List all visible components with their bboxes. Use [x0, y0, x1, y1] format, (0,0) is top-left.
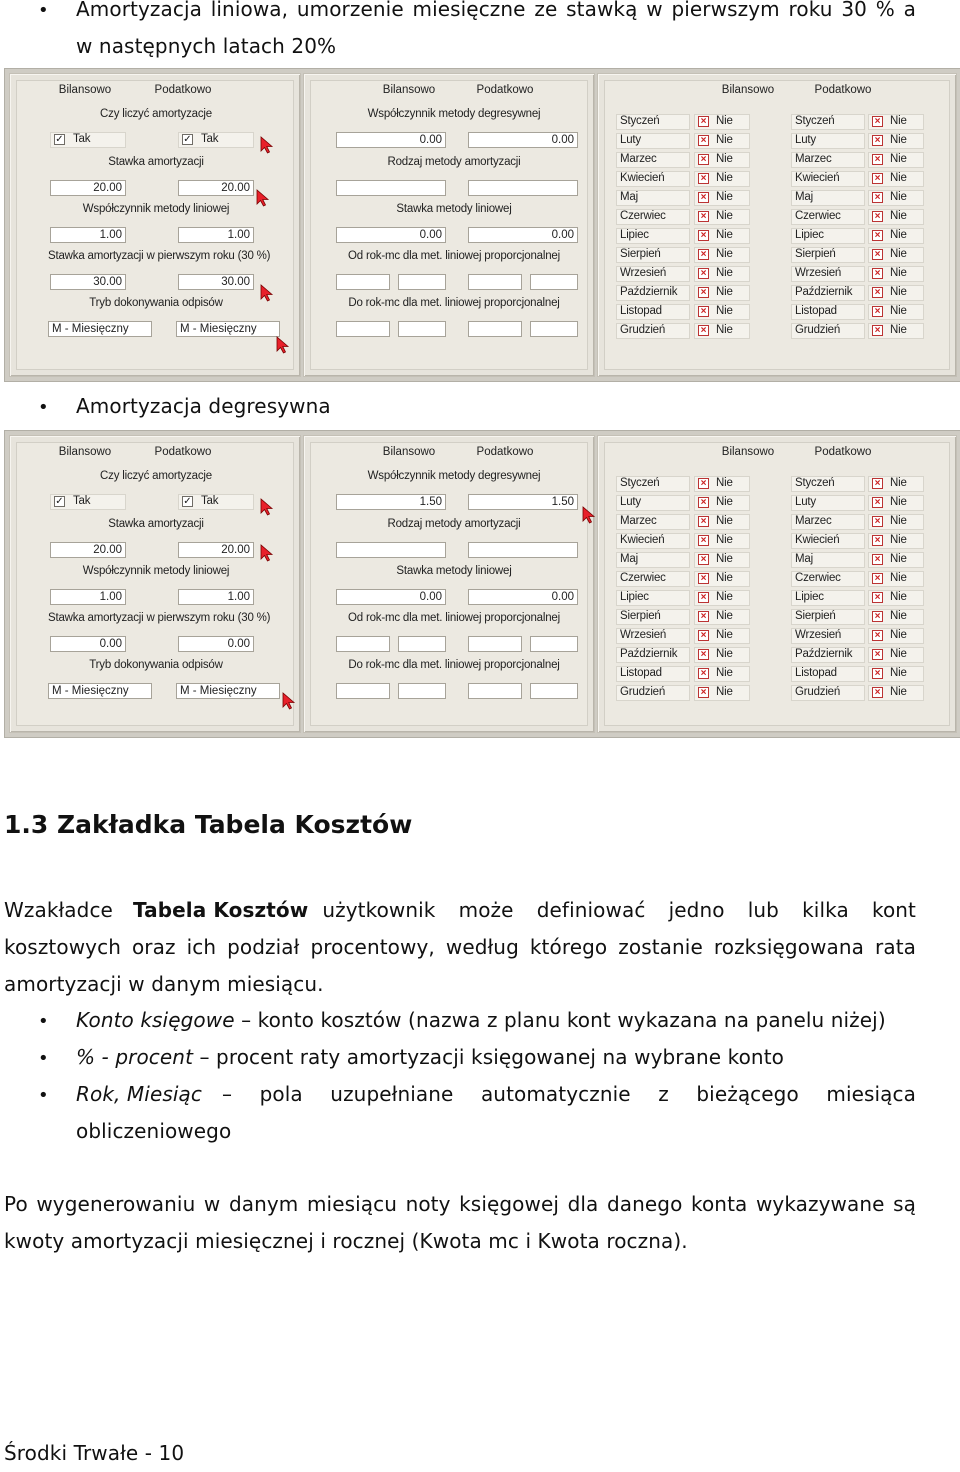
linear-rate-balance-input[interactable]: 0.00 [336, 589, 446, 605]
month-tax-checkbox-icon[interactable]: × [872, 535, 883, 546]
col-header-balance: Bilansowo [721, 446, 775, 458]
month-value: Nie [716, 324, 733, 336]
month-balance-checkbox-icon[interactable]: × [698, 116, 709, 127]
month-label: Czerwiec [620, 210, 666, 222]
rate-balance-input[interactable]: 20.00 [50, 180, 126, 196]
first-year-balance-input[interactable]: 30.00 [50, 274, 126, 290]
month-value: Nie [890, 477, 907, 489]
month-value: Nie [890, 629, 907, 641]
month-balance-checkbox-icon[interactable]: × [698, 287, 709, 298]
month-value: Nie [716, 172, 733, 184]
month-label: Wrzesień [620, 267, 667, 279]
from-balance-year-input[interactable] [336, 636, 390, 652]
label-to-period: Do rok-mc dla met. liniowej proporcjonalnej [348, 659, 560, 671]
panel-main-settings [9, 435, 301, 733]
col-header-tax: Podatkowo [814, 446, 872, 458]
month-value: Nie [716, 648, 733, 660]
month-value: Nie [890, 324, 907, 336]
month-balance-checkbox-icon[interactable]: × [698, 249, 709, 260]
paragraph-line: kosztowych oraz ich podział procentowy, według którego zostanie rozksięgowana rata [4, 935, 916, 959]
panel-main-settings [9, 73, 301, 377]
cursor-arrow-icon [260, 284, 274, 302]
label-first-year-rate: Stawka amortyzacji w pierwszym roku (30 %) [48, 612, 271, 624]
month-value: Nie [716, 534, 733, 546]
from-balance-year-input[interactable] [336, 274, 390, 290]
paragraph-text: użytkownik może definiować jedno lub kilka kont [322, 898, 916, 922]
month-value: Nie [890, 191, 907, 203]
col-header-tax: Podatkowo [476, 446, 534, 458]
bullet-desc: – pola uzupełniane automatycznie z bieżącego miesiąca [221, 1082, 916, 1106]
paragraph-word: W [4, 898, 24, 922]
month-label: Kwiecień [795, 534, 840, 546]
month-label: Lipiec [795, 229, 824, 241]
month-label: Sierpień [620, 248, 661, 260]
paragraph-line: kwoty amortyzacji miesięcznej i rocznej (Kwota mc i Kwota roczna). [4, 1229, 688, 1253]
month-tax-checkbox-icon[interactable]: × [872, 325, 883, 336]
label-linear-rate: Stawka metody liniowej [396, 203, 512, 215]
from-balance-month-input[interactable] [398, 636, 446, 652]
method-type-balance-select[interactable] [336, 542, 446, 558]
month-label: Grudzień [620, 324, 666, 336]
month-value: Nie [890, 648, 907, 660]
month-value: Nie [890, 229, 907, 241]
month-value: Nie [716, 553, 733, 565]
col-header-tax: Podatkowo [154, 84, 212, 96]
month-value: Nie [890, 305, 907, 317]
bullet-dot: • [38, 1085, 49, 1106]
month-label: Wrzesień [795, 629, 842, 641]
linear-coef-balance-input[interactable]: 1.00 [50, 589, 126, 605]
month-tax-checkbox-icon[interactable]: × [872, 268, 883, 279]
to-balance-month-input[interactable] [398, 321, 446, 337]
label-linear-coef: Współczynnik metody liniowej [82, 203, 230, 215]
linear-rate-balance-input[interactable]: 0.00 [336, 227, 446, 243]
bullet-item-year-month [76, 1076, 916, 1113]
cursor-arrow-icon [276, 336, 290, 354]
month-balance-checkbox-icon[interactable]: × [698, 135, 709, 146]
month-label: Styczeń [795, 477, 835, 489]
bullet-text-linear: Amortyzacja liniowa, umorzenie miesięczne ze stawką w pierwszym roku 30 % a [76, 0, 916, 21]
month-tax-checkbox-icon[interactable]: × [872, 249, 883, 260]
first-year-balance-input[interactable]: 0.00 [50, 636, 126, 652]
month-label: Styczeń [620, 477, 660, 489]
month-value: Nie [716, 115, 733, 127]
month-balance-checkbox-icon[interactable]: × [698, 668, 709, 679]
paragraph-line [4, 892, 916, 929]
month-label: Maj [620, 191, 638, 203]
month-balance-checkbox-icon[interactable]: × [698, 230, 709, 241]
month-balance-checkbox-icon[interactable]: × [698, 649, 709, 660]
month-tax-checkbox-icon[interactable]: × [872, 592, 883, 603]
bullet-term: % - procent [76, 1045, 194, 1069]
month-value: Nie [890, 210, 907, 222]
from-balance-month-input[interactable] [398, 274, 446, 290]
month-value: Nie [716, 267, 733, 279]
label-to-period: Do rok-mc dla met. liniowej proporcjonalnej [348, 297, 560, 309]
month-label: Maj [795, 553, 813, 565]
label-linear-rate: Stawka metody liniowej [396, 565, 512, 577]
degressive-balance-input[interactable]: 0.00 [336, 132, 446, 148]
checkbox-tax[interactable]: ✓ [183, 134, 192, 145]
col-header-tax: Podatkowo [814, 84, 872, 96]
paragraph-bold-term: Tabela Kosztów [132, 898, 309, 922]
panel-method-settings [303, 435, 595, 733]
label-calc-amortization: Czy liczyć amortyzacje [100, 108, 212, 120]
to-balance-year-input[interactable] [336, 683, 390, 699]
month-value: Nie [716, 191, 733, 203]
month-value: Nie [716, 572, 733, 584]
month-value: Nie [890, 134, 907, 146]
bullet-term: Konto księgowe [76, 1008, 235, 1032]
month-label: Czerwiec [795, 572, 841, 584]
month-value: Nie [890, 172, 907, 184]
month-label: Listopad [620, 667, 662, 679]
label-linear-coef: Współczynnik metody liniowej [82, 565, 230, 577]
month-value: Nie [716, 610, 733, 622]
month-label: Sierpień [795, 610, 836, 622]
panel-method-settings [303, 73, 595, 377]
month-label: Luty [620, 496, 641, 508]
mode-tax-select[interactable]: M - Miesięczny [176, 321, 280, 337]
month-tax-checkbox-icon[interactable]: × [872, 649, 883, 660]
month-label: Listopad [795, 667, 837, 679]
month-value: Nie [890, 534, 907, 546]
month-value: Nie [716, 229, 733, 241]
label-from-period: Od rok-mc dla met. liniowej proporcjonalnej [348, 612, 560, 624]
checkbox-label: Tak [73, 133, 91, 145]
month-tax-checkbox-icon[interactable]: × [872, 573, 883, 584]
month-value: Nie [890, 572, 907, 584]
linear-rate-tax-input[interactable]: 0.00 [468, 589, 578, 605]
method-type-tax-select[interactable] [468, 542, 578, 558]
bullet-dot: • [38, 397, 49, 418]
cursor-arrow-icon [260, 544, 274, 562]
col-header-balance: Bilansowo [382, 84, 436, 96]
month-tax-checkbox-icon[interactable]: × [872, 154, 883, 165]
col-header-tax: Podatkowo [154, 446, 212, 458]
first-year-tax-input[interactable]: 30.00 [178, 274, 254, 290]
label-rate: Stawka amortyzacji [108, 156, 204, 168]
month-label: Listopad [795, 305, 837, 317]
checkbox-label: Tak [201, 495, 219, 507]
month-value: Nie [716, 305, 733, 317]
label-degressive-coef: Współczynnik metody degresywnej [367, 108, 541, 120]
section-heading: 1.3 Zakładka Tabela Kosztów [4, 810, 413, 839]
cursor-arrow-icon [282, 692, 296, 710]
month-value: Nie [716, 210, 733, 222]
month-tax-checkbox-icon[interactable]: × [872, 173, 883, 184]
bullet-text-degressive: Amortyzacja degresywna [76, 394, 331, 418]
month-balance-checkbox-icon[interactable]: × [698, 592, 709, 603]
month-label: Sierpień [795, 248, 836, 260]
bullet-dot: • [38, 0, 49, 21]
month-balance-checkbox-icon[interactable]: × [698, 306, 709, 317]
month-tax-checkbox-icon[interactable]: × [872, 554, 883, 565]
degressive-tax-input[interactable]: 0.00 [468, 132, 578, 148]
month-tax-checkbox-icon[interactable]: × [872, 306, 883, 317]
month-value: Nie [716, 515, 733, 527]
month-balance-checkbox-icon[interactable]: × [698, 211, 709, 222]
label-method-type: Rodzaj metody amortyzacji [387, 156, 521, 168]
rate-tax-input[interactable]: 20.00 [178, 542, 254, 558]
month-value: Nie [890, 115, 907, 127]
col-header-balance: Bilansowo [721, 84, 775, 96]
month-tax-checkbox-icon[interactable]: × [872, 516, 883, 527]
paragraph-line: Po wygenerowaniu w danym miesiącu noty księgowej dla danego konta wykazywane są [4, 1192, 916, 1216]
month-value: Nie [890, 496, 907, 508]
bullet-desc: – konto kosztów (nazwa z planu kont wykazana na panelu niżej) [234, 1008, 886, 1032]
month-label: Lipiec [795, 591, 824, 603]
month-value: Nie [716, 134, 733, 146]
month-label: Kwiecień [620, 534, 665, 546]
month-tax-checkbox-icon[interactable]: × [872, 116, 883, 127]
month-label: Styczeń [795, 115, 835, 127]
paragraph-word: zakładce [23, 898, 113, 922]
page-footer: Środki Trwałe - 10 [4, 1441, 185, 1465]
mode-tax-select[interactable]: M - Miesięczny [176, 683, 280, 699]
label-calc-amortization: Czy liczyć amortyzacje [100, 470, 212, 482]
month-label: Październik [795, 648, 853, 660]
month-label: Sierpień [620, 610, 661, 622]
month-tax-checkbox-icon[interactable]: × [872, 668, 883, 679]
degressive-balance-input[interactable]: 1.50 [336, 494, 446, 510]
month-value: Nie [716, 286, 733, 298]
month-tax-checkbox-icon[interactable]: × [872, 230, 883, 241]
bullet-desc: – procent raty amortyzacji księgowanej na wybrane konto [193, 1045, 784, 1069]
month-label: Czerwiec [620, 572, 666, 584]
cursor-arrow-icon [582, 506, 596, 524]
bullet-item-percent [76, 1039, 784, 1076]
month-label: Marzec [795, 153, 832, 165]
month-value: Nie [890, 667, 907, 679]
month-tax-checkbox-icon[interactable]: × [872, 687, 883, 698]
screenshot-linear [4, 68, 960, 382]
linear-coef-tax-input[interactable]: 1.00 [178, 589, 254, 605]
checkbox-balance[interactable]: ✓ [55, 134, 64, 145]
month-tax-checkbox-icon[interactable]: × [872, 211, 883, 222]
month-balance-checkbox-icon[interactable]: × [698, 687, 709, 698]
month-tax-checkbox-icon[interactable]: × [872, 478, 883, 489]
to-balance-year-input[interactable] [336, 321, 390, 337]
label-method-type: Rodzaj metody amortyzacji [387, 518, 521, 530]
checkbox-label: Tak [201, 133, 219, 145]
month-label: Luty [620, 134, 641, 146]
month-balance-checkbox-icon[interactable]: × [698, 630, 709, 641]
to-balance-month-input[interactable] [398, 683, 446, 699]
from-tax-year-input[interactable] [468, 274, 522, 290]
month-value: Nie [716, 153, 733, 165]
mode-balance-select[interactable]: M - Miesięczny [48, 683, 152, 699]
label-write-off-mode: Tryb dokonywania odpisów [89, 659, 223, 671]
panel-monthly-settings [597, 435, 957, 733]
month-balance-checkbox-icon[interactable]: × [698, 554, 709, 565]
month-value: Nie [716, 496, 733, 508]
month-balance-checkbox-icon[interactable]: × [698, 173, 709, 184]
month-label: Wrzesień [620, 629, 667, 641]
month-label: Kwiecień [620, 172, 665, 184]
from-tax-year-input[interactable] [468, 636, 522, 652]
month-value: Nie [890, 267, 907, 279]
month-label: Luty [795, 496, 816, 508]
first-year-tax-input[interactable]: 0.00 [178, 636, 254, 652]
cursor-arrow-icon [256, 189, 270, 207]
linear-rate-tax-input[interactable]: 0.00 [468, 227, 578, 243]
month-label: Styczeń [620, 115, 660, 127]
month-value: Nie [716, 667, 733, 679]
month-balance-checkbox-icon[interactable]: × [698, 268, 709, 279]
month-balance-checkbox-icon[interactable]: × [698, 573, 709, 584]
cursor-arrow-icon [260, 136, 274, 154]
month-balance-checkbox-icon[interactable]: × [698, 611, 709, 622]
from-tax-month-input[interactable] [530, 636, 578, 652]
month-label: Październik [795, 286, 853, 298]
month-balance-checkbox-icon[interactable]: × [698, 325, 709, 336]
month-value: Nie [716, 686, 733, 698]
mode-balance-select[interactable]: M - Miesięczny [48, 321, 152, 337]
bullet-item-cont: obliczeniowego [76, 1119, 232, 1143]
month-value: Nie [890, 553, 907, 565]
linear-coef-balance-input[interactable]: 1.00 [50, 227, 126, 243]
month-balance-checkbox-icon[interactable]: × [698, 535, 709, 546]
month-value: Nie [890, 248, 907, 260]
month-label: Październik [620, 286, 678, 298]
linear-coef-tax-input[interactable]: 1.00 [178, 227, 254, 243]
month-value: Nie [890, 591, 907, 603]
month-label: Wrzesień [795, 267, 842, 279]
month-balance-checkbox-icon[interactable]: × [698, 192, 709, 203]
month-label: Październik [620, 648, 678, 660]
col-header-balance: Bilansowo [382, 446, 436, 458]
cursor-arrow-icon [260, 498, 274, 516]
checkbox-balance[interactable]: ✓ [55, 496, 64, 507]
month-value: Nie [890, 153, 907, 165]
bullet-item-account [76, 1002, 886, 1039]
label-write-off-mode: Tryb dokonywania odpisów [89, 297, 223, 309]
to-tax-month-input[interactable] [530, 321, 578, 337]
col-header-balance: Bilansowo [58, 446, 112, 458]
month-tax-checkbox-icon[interactable]: × [872, 192, 883, 203]
month-value: Nie [716, 629, 733, 641]
month-label: Grudzień [795, 686, 841, 698]
month-label: Czerwiec [795, 210, 841, 222]
to-tax-month-input[interactable] [530, 683, 578, 699]
paragraph-line: amortyzacji w danym miesiącu. [4, 972, 324, 996]
month-label: Marzec [620, 515, 657, 527]
panel-monthly-settings [597, 73, 957, 377]
month-value: Nie [890, 610, 907, 622]
month-tax-checkbox-icon[interactable]: × [872, 497, 883, 508]
month-label: Marzec [795, 515, 832, 527]
month-value: Nie [890, 286, 907, 298]
bullet-text-linear-cont: w następnych latach 20% [76, 34, 337, 58]
to-tax-year-input[interactable] [468, 683, 522, 699]
col-header-balance: Bilansowo [58, 84, 112, 96]
bullet-dot: • [38, 1048, 49, 1069]
label-rate: Stawka amortyzacji [108, 518, 204, 530]
month-tax-checkbox-icon[interactable]: × [872, 630, 883, 641]
month-tax-checkbox-icon[interactable]: × [872, 287, 883, 298]
screenshot-degressive [4, 430, 960, 738]
month-tax-checkbox-icon[interactable]: × [872, 135, 883, 146]
degressive-tax-input[interactable]: 1.50 [468, 494, 578, 510]
month-label: Kwiecień [795, 172, 840, 184]
rate-tax-input[interactable]: 20.00 [178, 180, 254, 196]
label-from-period: Od rok-mc dla met. liniowej proporcjonalnej [348, 250, 560, 262]
month-balance-checkbox-icon[interactable]: × [698, 516, 709, 527]
method-type-balance-select[interactable] [336, 180, 446, 196]
month-label: Grudzień [795, 324, 841, 336]
col-header-tax: Podatkowo [476, 84, 534, 96]
method-type-tax-select[interactable] [468, 180, 578, 196]
month-value: Nie [890, 515, 907, 527]
month-label: Lipiec [620, 229, 649, 241]
label-first-year-rate: Stawka amortyzacji w pierwszym roku (30 %) [48, 250, 271, 262]
to-tax-year-input[interactable] [468, 321, 522, 337]
month-value: Nie [716, 477, 733, 489]
month-label: Maj [620, 553, 638, 565]
month-value: Nie [716, 591, 733, 603]
month-label: Lipiec [620, 591, 649, 603]
month-balance-checkbox-icon[interactable]: × [698, 497, 709, 508]
month-label: Maj [795, 191, 813, 203]
month-tax-checkbox-icon[interactable]: × [872, 611, 883, 622]
rate-balance-input[interactable]: 20.00 [50, 542, 126, 558]
month-label: Grudzień [620, 686, 666, 698]
bullet-dot: • [38, 1011, 49, 1032]
checkbox-label: Tak [73, 495, 91, 507]
from-tax-month-input[interactable] [530, 274, 578, 290]
label-degressive-coef: Współczynnik metody degresywnej [367, 470, 541, 482]
month-label: Marzec [620, 153, 657, 165]
month-label: Luty [795, 134, 816, 146]
checkbox-tax[interactable]: ✓ [183, 496, 192, 507]
month-label: Listopad [620, 305, 662, 317]
month-balance-checkbox-icon[interactable]: × [698, 478, 709, 489]
month-value: Nie [890, 686, 907, 698]
bullet-term: Rok, Miesiąc [76, 1082, 202, 1106]
month-balance-checkbox-icon[interactable]: × [698, 154, 709, 165]
month-value: Nie [716, 248, 733, 260]
